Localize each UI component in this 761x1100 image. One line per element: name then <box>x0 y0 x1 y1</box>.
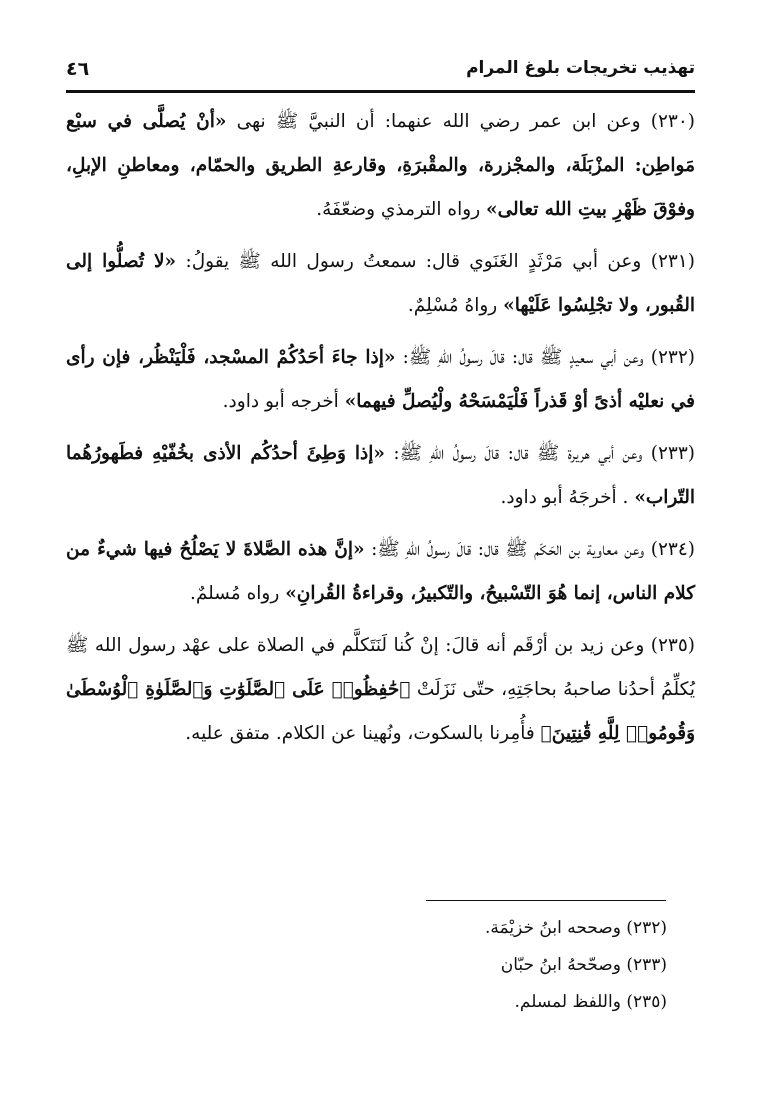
page-header <box>66 56 695 90</box>
hadith-intro: وعن أبي مَرْثَدٍ الغَنَوي قال: سمعتُ رسول الله ﷺ يقولُ: <box>185 251 642 272</box>
footnotes <box>247 910 667 1021</box>
page-number: ٤٦ <box>66 58 90 80</box>
hadith-number: (٢٣٣) <box>650 443 695 464</box>
hadith-number: (٢٣٠) <box>650 111 695 132</box>
hadith-source: . أخرجَهُ أبو داود. <box>500 487 629 508</box>
hadith-source: رواه مُسلمٌ. <box>189 583 280 604</box>
hadith-quote: «إذا وَطِئَ أحدُكُم الأذى بخُفّيْهِ فطَهورُهُما التّراب» <box>66 443 695 508</box>
hadith-quote: «أنْ يُصلَّى في سبْع مَواطِن: المزْبَلَة، والمجْزرة، والمقْبرَةِ، وقارعةِ الطريق والحمّام، ومعاطنِ الإبلِ، وفوْقَ ظَهْرِ بيتِ الله تعالى» <box>66 111 695 220</box>
hadith-quote: «إنَّ هذه الصَّلاةَ لا يَصْلُحُ فيها شيءٌ من كلام الناس، إنما هُوَ التّسْبيحُ، والتّكبيرُ، وقراءةُ القُرانِ» <box>66 539 695 604</box>
running-title: تهذيب تخريجات بلوغ المرام <box>466 58 695 78</box>
hadith-number: (٢٣٥) <box>650 635 695 656</box>
hadith-quote: «لا تُصلُّوا إلى القُبور، ولا تجْلِسُوا عَلَيْها» <box>66 251 695 316</box>
hadith-source: فأُمِرنا بالسكوت، ونُهينا عن الكلام. متفق عليه. <box>185 723 535 744</box>
hadith-number: (٢٣١) <box>650 251 695 272</box>
hadith-230 <box>66 100 695 232</box>
hadith-number: (٢٣٢) <box>650 347 696 368</box>
hadith-231 <box>66 240 695 328</box>
hadith-quote: ﴿حَٰفِظُوا۟ عَلَى ٱلصَّلَوَٰتِ وَٱلصَّلَوٰةِ ٱلْوُسْطَىٰ وَقُومُوا۟ لِلَّهِ قَٰنِتِينَ﴾ <box>66 679 695 744</box>
footnote: (٢٣٣) وصحّحهُ ابنُ حبّان <box>500 955 667 975</box>
main-text <box>66 100 695 764</box>
hadith-intro: وعن ابن عمر رضي الله عنهما: أن النبيَّ ﷺ نهى <box>236 111 641 132</box>
hadith-source: أخرجه أبو داود. <box>222 391 339 412</box>
hadith-intro: وعن معاوية بن الحَكَم ﷺ قال: قالَ رسولُ اللهِ ﷺ: <box>371 539 645 560</box>
hadith-source: رواهُ مُسْلِمٌ. <box>407 295 498 316</box>
hadith-quote: «إذا جاءَ أحَدُكُمْ المسْجد، فَلْيَنْظُر، فإن رأى في نعليْه أذىً أوْ قَذراً فَلْيَمْسَحْهُ ولْيُصلِّ فيهما» <box>66 347 695 412</box>
header-rule <box>66 90 695 93</box>
hadith-233 <box>66 432 695 520</box>
hadith-source: رواه الترمذي وضعّفَهُ. <box>316 199 481 220</box>
hadith-234 <box>66 528 695 616</box>
hadith-235 <box>66 624 695 756</box>
hadith-232 <box>66 336 695 424</box>
footnote: (٢٣٢) وصححه ابنُ خزيْمَة. <box>485 918 667 938</box>
hadith-number: (٢٣٤) <box>650 539 695 560</box>
footnote-rule <box>426 900 666 901</box>
footnote: (٢٣٥) واللفظ لمسلم. <box>514 992 667 1012</box>
hadith-intro: وعن أبي هريرة ﷺ قال: قالَ رسولُ اللهِ ﷺ: <box>393 443 643 464</box>
hadith-intro: وعن أبي سعيدٍ ﷺ قال: قالَ رسولُ اللهِ ﷺ: <box>402 347 644 368</box>
hadith-intro: وعن زيد بن أرْقَم أنه قالَ: إنْ كُنا لَنَتَكلَّم في الصلاة على عهْد رسول الله ﷺ يُكلِّمُ أحدُنا صاحبهُ بحاجَتِهِ، حتّى نَزَلَتْ <box>66 635 695 700</box>
